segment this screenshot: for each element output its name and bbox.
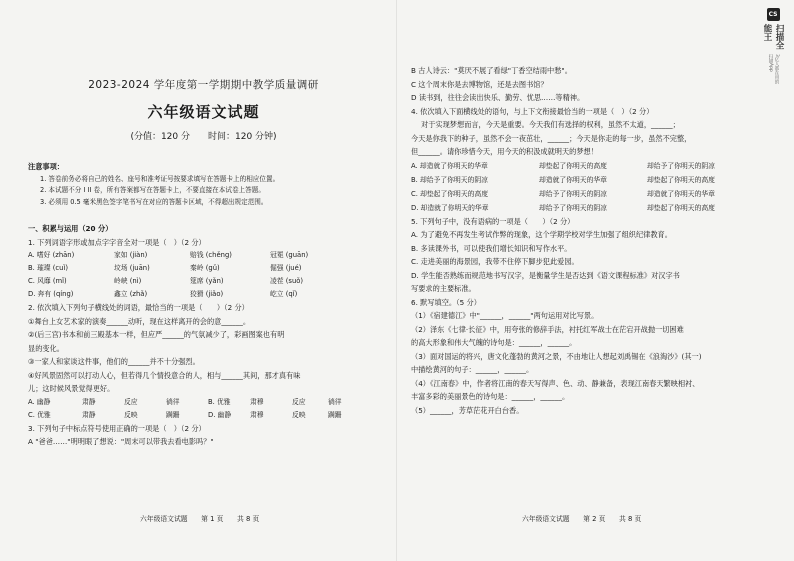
- left-footer: 六年级语文试题 第 1 页 共 8 页: [140, 515, 260, 523]
- q2-sentence-2b: 显的变化。: [28, 343, 64, 353]
- question-4: 4. 依次填入下面横线处的语句，与上下文衔接最恰当的一项是（ ）（2 分）: [411, 106, 654, 116]
- q4-option-row: D. 却造就了你明天的华章 却给予了你明天的阴凉 却垫起了你明天的高度: [411, 203, 715, 212]
- q5-option-c: C. 走进美丽的海景园，我带不住停下脚步犯此爱园。: [411, 257, 579, 266]
- q2-sentence-4: ④好风景固然可以打动人心，但若得几个情投意合的人，相与______其间，那才真有味: [28, 370, 301, 380]
- q1-option-row: B. 璀璨 (cuǐ) 坟场 (juān) 秦岭 (gǔ) 倔强 (jué): [28, 264, 302, 272]
- q2-sentence-1: ①舞台上女艺术家的演奏______动听，现在这样离开的会的意______。: [28, 316, 251, 326]
- note-1: 1. 答卷前务必将自己的姓名、座号和准考证号按要求填写在答题卡上的相应位置。: [40, 174, 280, 183]
- q3-option-b: B 古人诗云："莫厌不展了看绿"丁香空结雨中愁"。: [411, 66, 572, 75]
- note-2: 2. 本试题不分 I II 卷，所有答案都写在答题卡上，不要直接在本试卷上答题。: [40, 186, 265, 194]
- watermark-sub: 3亿人都在用的扫描App: [768, 53, 779, 84]
- q6-item-2: （2）泽东《七律·长征》中，用夸张的修辞手法，衬托红军战士在茫宕开战抛一切困难: [411, 324, 684, 334]
- exam-title: 2023-2024 学年度第一学期期中教学质量调研: [88, 79, 319, 91]
- right-page: [397, 0, 794, 561]
- notes-heading: 注意事项：: [28, 162, 64, 171]
- q5-option-b: B. 多读课外书，可以使我们增长知识和写作水平。: [411, 243, 572, 253]
- q1-option-row: D. 奔有 (qíng) 鑫立 (zhǎ) 狡猾 (jiǎo) 屹立 (qǐ): [28, 290, 298, 298]
- q3-option-a: A "爸爸……"明明眼了想说："周末可以带我去看电影吗？": [28, 437, 214, 446]
- score-line: (分值：120 分 时间：120 分钟): [130, 132, 277, 142]
- q6-item-4: （4）《江南春》中，作者将江南的春天写得声、色、动、静兼备，表现江南春天繁映相衬、: [411, 378, 700, 388]
- question-3: 3. 下列句子中标点符号使用正确的一项是（ ）（2 分）: [28, 423, 206, 433]
- q4-option-row: C. 却垫起了你明天的高度 却给予了你明天的阴凉 却造就了你明天的华章: [411, 189, 715, 198]
- q1-option-row: C. 风靡 (mǐ) 岭峡 (nì) 筵席 (yǎn) 凌茬 (suǒ): [28, 277, 304, 285]
- q4-passage-2: 今天是你我下的种子，虽然不会一夜茁壮，______；今天是你走的每一步，虽然不完整，: [411, 133, 692, 143]
- q6-item-3-cont: 中描绘黄河的句子：______，______。: [411, 365, 534, 374]
- q6-item-4-cont: 丰富多彩的美丽景色的诗句是：______，______。: [411, 392, 570, 401]
- right-footer: 六年级语文试题 第 2 页 共 8 页: [522, 515, 642, 523]
- q4-passage-1: 对于实现梦想而言，今天是重要。今天我们有选择的权利，虽然不太道，______；: [421, 120, 680, 129]
- q3-option-c: C 这个周末你是去博物馆，还是去图书馆？: [411, 79, 548, 89]
- q5-option-d-cont: 写要求的主要标准。: [411, 284, 476, 293]
- q6-item-2-cont: 的高大形象和伟大气魄的诗句是：______，______。: [411, 338, 577, 347]
- cs-logo-icon: CS: [767, 8, 780, 21]
- q2-sentence-3: ③一家人和家谈这件事，他们的______并不十分强烈。: [28, 357, 200, 366]
- q4-option-row: B. 却给予了你明天的阴凉 却造就了你明天的华章 却垫起了你明天的高度: [411, 175, 715, 184]
- question-1: 1. 下列词语字形或加点字字音全对一项是（ ）（2 分）: [28, 237, 206, 247]
- note-3: 3. 必须用 0.5 毫米黑色签字笔书写在对应的答题卡区域，不得超出规定范围。: [40, 197, 268, 206]
- watermark-name: 扫描全能王: [762, 24, 784, 50]
- q6-item-3: （3）面对国运的将兴，唐文化蓬勃的黄河之景，不由地让人想起刘禹锡在《浪淘沙》(其一): [411, 351, 702, 361]
- question-2: 2. 依次填入下列句子横线处的词语，最恰当的一项是（ ）（2 分）: [28, 303, 249, 312]
- q3-option-d: D 读书到，往往会读出快乐、勤劳、忧思……等精神。: [411, 93, 585, 102]
- q1-option-row: A. 嗜好 (zhān) 家如 (jiàn) 赔钱 (chěng) 冠冕 (guān): [28, 251, 309, 259]
- section-heading: 一、积累与运用（20 分）: [28, 224, 113, 233]
- q2-sentence-4b: 儿；这时候风景觉得更好。: [28, 384, 115, 393]
- question-6: 6. 默写填空。（5 分）: [411, 297, 481, 307]
- q4-passage-3: 但______。请你珍惜今天，用今天的积汲成就明天的梦想！: [411, 147, 598, 156]
- q4-option-row: A. 却造就了你明天的华章 却垫起了你明天的高度 却给予了你明天的阴凉: [411, 161, 715, 170]
- main-title: 六年级语文试题: [147, 103, 260, 121]
- scanner-watermark: [762, 8, 784, 84]
- q6-item-1: （1）《宿建德江》中"______，______"两句运用对比写景。: [411, 311, 599, 320]
- q5-option-d: D. 学生能否熟练而规范地书写汉字，是衡量学生是否达到《语文课程标准》对汉字书: [411, 270, 680, 280]
- q5-option-a: A. 为了避免不再发生考试作弊的现象，这个学期学校对学生加强了组织纪律教育。: [411, 230, 672, 239]
- q2-option-row: C. 优雅 肃静 反映 蹒跚 D. 幽静 肃穆 反映 蹒跚: [28, 410, 342, 419]
- q2-option-row: A. 幽静 肃静 反应 徜徉 B. 优雅 肃穆 反应 徜徉: [28, 397, 342, 406]
- q2-sentence-2: ②(后三宫)书本和前三殿基本一样，但应严______的气氛减少了，彩画图案也有明: [28, 330, 285, 339]
- question-5: 5. 下列句子中，没有语病的一项是（ ）（2 分）: [411, 216, 575, 226]
- q6-item-5: （5）______，芳草茫花开白台香。: [411, 405, 524, 415]
